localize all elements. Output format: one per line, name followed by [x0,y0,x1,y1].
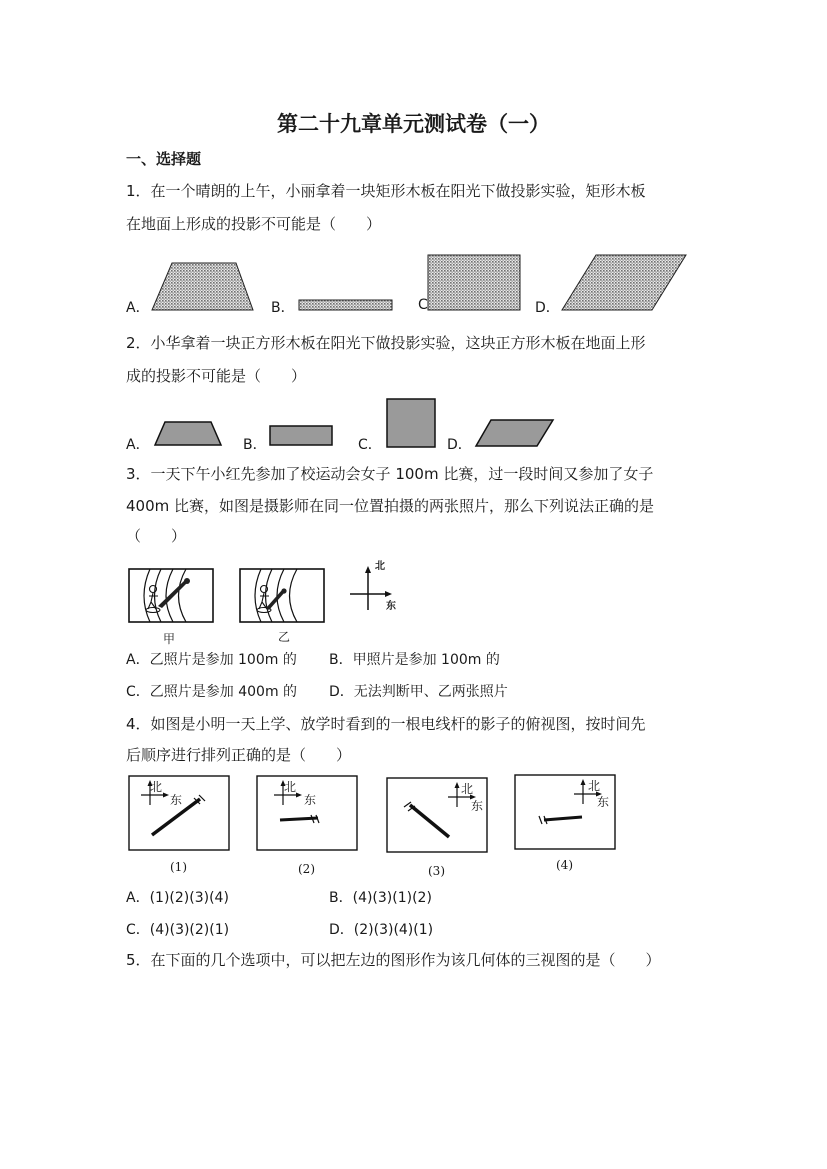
q1-label-b: B． [271,300,295,316]
q3-caption-yi: 乙 [278,630,291,644]
q4-d2-east: 东 [304,793,317,807]
q4-line1: 4．如图是小明一天上学、放学时看到的一根电线杆的影子的俯视图，按时间先 [126,715,646,733]
q3-compass-east: 东 [386,601,396,612]
q1-label-c: C [418,297,428,313]
q2-label-d: D． [447,437,472,453]
q3-photo-yi [239,568,325,624]
q2-line2: 成的投影不可能是（ ） [126,367,307,385]
q4-option-a: A．(1)(2)(3)(4) [126,890,229,906]
q4-d3-north: 北 [461,782,474,796]
q4-line2: 后顺序进行排列正确的是（ ） [126,746,352,764]
q4-d4-north: 北 [588,779,601,793]
q4-d1-east: 东 [170,793,183,807]
q4-caption-1: (1) [170,860,187,874]
q4-option-c: C．(4)(3)(2)(1) [126,922,230,938]
q4-caption-4: (4) [556,858,573,872]
q1-line1: 1．在一个晴朗的上午，小丽拿着一块矩形木板在阳光下做投影实验，矩形木板 [126,182,646,200]
q1-label-d: D． [535,300,560,316]
q2-parallelogram-shape [476,420,553,446]
q4-diagram-2 [256,775,358,851]
q4-caption-3: (3) [428,864,445,878]
q3-option-c: C．乙照片是参加 400m 的 [126,684,298,700]
q2-label-c: C． [358,437,382,453]
q4-option-d: D．(2)(3)(4)(1) [329,922,434,938]
q2-option-figures [0,0,827,460]
q4-d1-north: 北 [150,780,163,794]
q4-d4-east: 东 [597,795,610,809]
q3-option-a: A．乙照片是参加 100m 的 [126,652,297,668]
q2-rectangle-shape [270,426,332,445]
page-title: 第二十九章单元测试卷（一） [277,112,550,136]
q3-caption-jia: 甲 [163,632,176,646]
q4-option-b: B．(4)(3)(1)(2) [329,890,432,906]
q4-caption-2: (2) [298,862,315,876]
q3-option-d: D．无法判断甲、乙两张照片 [329,684,508,700]
q3-compass-north: 北 [375,561,385,572]
q3-line2: 400m 比赛，如图是摄影师在同一位置拍摄的两张照片，那么下列说法正确的是 [126,497,655,515]
q2-label-b: B． [243,437,267,453]
q3-line3: （ ） [126,527,187,545]
q4-diagram-4 [514,774,616,850]
q2-line1: 2．小华拿着一块正方形木板在阳光下做投影实验，这块正方形木板在地面上形 [126,334,646,352]
q3-line1: 3．一天下午小红先参加了校运动会女子 100m 比赛，过一段时间又参加了女子 [126,465,654,483]
q1-line2: 在地面上形成的投影不可能是（ ） [126,215,382,233]
q2-label-a: A． [126,437,150,453]
q2-square-shape [387,399,435,447]
q5-line1: 5．在下面的几个选项中，可以把左边的图形作为该几何体的三视图的是（ ） [126,951,661,969]
q1-label-a: A． [126,300,150,316]
q3-photo-jia [128,568,214,624]
section-heading: 一、选择题 [126,150,202,168]
q4-d2-north: 北 [284,780,297,794]
q4-d3-east: 东 [471,799,484,813]
q2-trapezoid-shape [155,422,221,445]
q3-option-b: B．甲照片是参加 100m 的 [329,652,500,668]
q4-diagram-1 [128,775,230,851]
